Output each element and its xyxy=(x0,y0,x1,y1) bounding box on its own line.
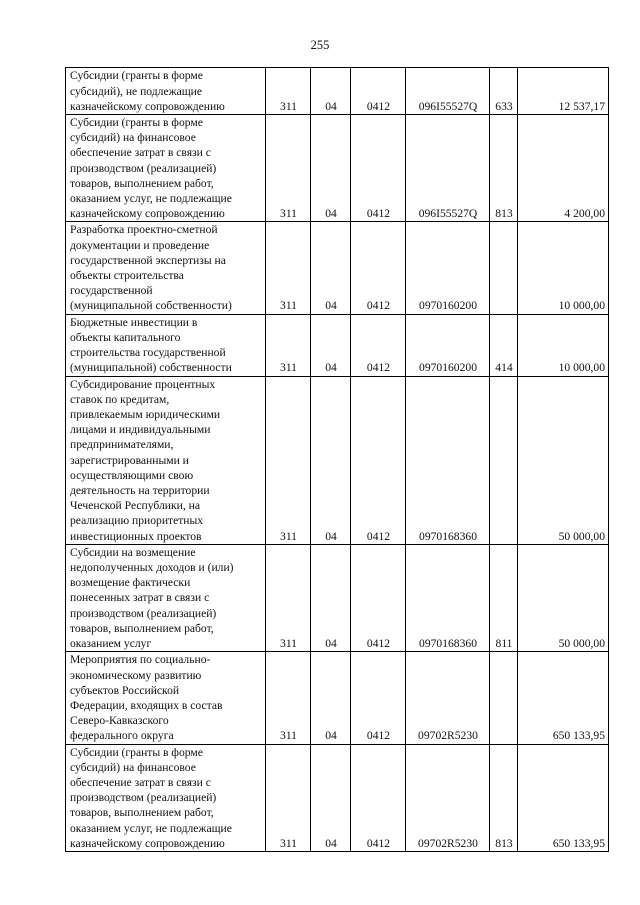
amount: 10 000,00 xyxy=(518,222,609,314)
expense-type-code xyxy=(490,376,518,544)
row-description: Субсидии на возмещение недополученных доходов и (или) возмещение фактически понесенных затрат в связи с производством (реализацией) товаров, выполнением работ, оказанием услуг xyxy=(66,544,266,651)
amount: 12 537,17 xyxy=(518,68,609,115)
ministry-code: 311 xyxy=(266,115,311,222)
amount: 650 133,95 xyxy=(518,744,609,851)
target-article-code: 0970160200 xyxy=(406,314,490,376)
section-code: 04 xyxy=(311,68,351,115)
ministry-code: 311 xyxy=(266,314,311,376)
expense-type-code: 813 xyxy=(490,744,518,851)
table-row xyxy=(66,376,609,544)
amount: 10 000,00 xyxy=(518,314,609,376)
row-description: Бюджетные инвестиции в объекты капитального строительства государственной (муниципальной) собственности xyxy=(66,314,266,376)
budget-table xyxy=(65,67,609,852)
table-row xyxy=(66,222,609,314)
target-article-code: 096I55527Q xyxy=(406,115,490,222)
section-code: 04 xyxy=(311,544,351,651)
page-number: 255 xyxy=(310,38,330,52)
subsection-code: 0412 xyxy=(351,314,406,376)
table-row xyxy=(66,314,609,376)
section-code: 04 xyxy=(311,115,351,222)
ministry-code: 311 xyxy=(266,744,311,851)
subsection-code: 0412 xyxy=(351,744,406,851)
section-code: 04 xyxy=(311,652,351,744)
expense-type-code: 813 xyxy=(490,115,518,222)
section-code: 04 xyxy=(311,744,351,851)
target-article-code: 09702R5230 xyxy=(406,652,490,744)
amount: 50 000,00 xyxy=(518,544,609,651)
row-description: Субсидирование процентных ставок по кредитам, привлекаемым юридическими лицами и индивидуальными предпринимателями, зарегистрированными и осуществляющими свою деятельность на территории Чеченской Республики, на реализацию приоритетных инвестиционных проектов xyxy=(66,376,266,544)
subsection-code: 0412 xyxy=(351,222,406,314)
expense-type-code: 633 xyxy=(490,68,518,115)
section-code: 04 xyxy=(311,376,351,544)
subsection-code: 0412 xyxy=(351,544,406,651)
table-row xyxy=(66,68,609,115)
target-article-code: 096I55527Q xyxy=(406,68,490,115)
ministry-code: 311 xyxy=(266,544,311,651)
amount: 4 200,00 xyxy=(518,115,609,222)
amount: 50 000,00 xyxy=(518,376,609,544)
table-row xyxy=(66,652,609,744)
ministry-code: 311 xyxy=(266,222,311,314)
subsection-code: 0412 xyxy=(351,376,406,544)
ministry-code: 311 xyxy=(266,68,311,115)
target-article-code: 0970168360 xyxy=(406,376,490,544)
expense-type-code xyxy=(490,652,518,744)
subsection-code: 0412 xyxy=(351,115,406,222)
row-description: Субсидии (гранты в форме субсидий), не подлежащие казначейскому сопровождению xyxy=(66,68,266,115)
expense-type-code: 414 xyxy=(490,314,518,376)
table-row xyxy=(66,115,609,222)
section-code: 04 xyxy=(311,314,351,376)
section-code: 04 xyxy=(311,222,351,314)
target-article-code: 0970160200 xyxy=(406,222,490,314)
subsection-code: 0412 xyxy=(351,68,406,115)
row-description: Субсидии (гранты в форме субсидий) на финансовое обеспечение затрат в связи с производством (реализацией) товаров, выполнением работ, оказанием услуг, не подлежащие казначейскому сопровождению xyxy=(66,115,266,222)
expense-type-code: 811 xyxy=(490,544,518,651)
table-row xyxy=(66,544,609,651)
ministry-code: 311 xyxy=(266,652,311,744)
row-description: Мероприятия по социально- экономическому развитию субъектов Российской Федерации, входящих в состав Северо-Кавказского федерального округа xyxy=(66,652,266,744)
row-description: Субсидии (гранты в форме субсидий) на финансовое обеспечение затрат в связи с производством (реализацией) товаров, выполнением работ, оказанием услуг, не подлежащие казначейскому сопровождению xyxy=(66,744,266,851)
table-row xyxy=(66,744,609,851)
target-article-code: 09702R5230 xyxy=(406,744,490,851)
amount: 650 133,95 xyxy=(518,652,609,744)
subsection-code: 0412 xyxy=(351,652,406,744)
target-article-code: 0970168360 xyxy=(406,544,490,651)
ministry-code: 311 xyxy=(266,376,311,544)
row-description: Разработка проектно-сметной документации и проведение государственной экспертизы на объекты строительства государственной (муниципальной собственности) xyxy=(66,222,266,314)
expense-type-code xyxy=(490,222,518,314)
